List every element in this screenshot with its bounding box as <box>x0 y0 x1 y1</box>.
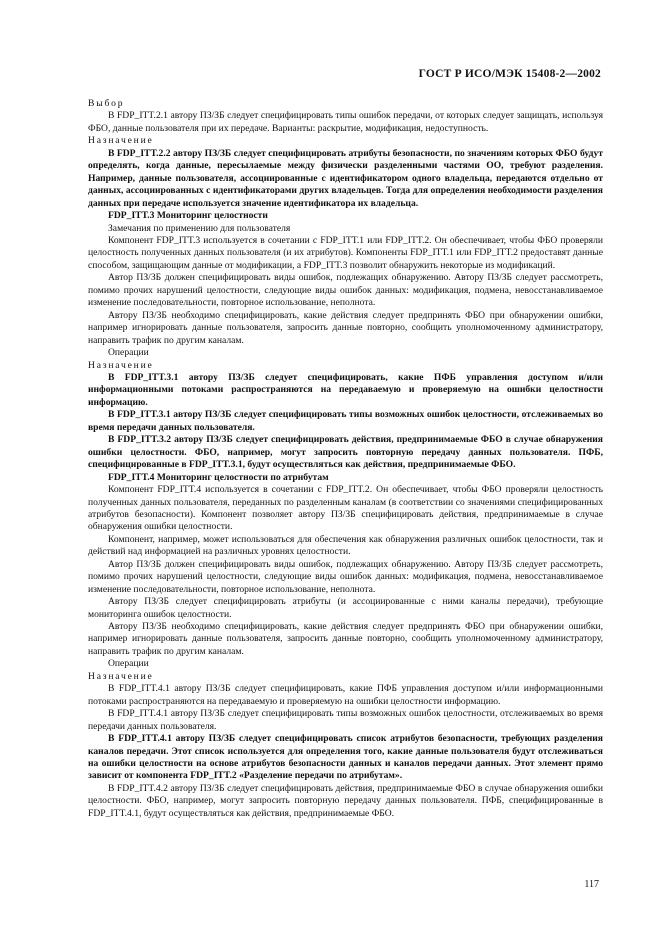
page-header: ГОСТ Р ИСО/МЭК 15408-2—2002 <box>418 68 601 80</box>
page-number: 117 <box>584 879 599 890</box>
paragraph: Назначение <box>88 359 154 371</box>
paragraph: Выбор <box>88 98 125 109</box>
paragraph: В FDP_ITT.3.2 автору ПЗ/ЗБ следует специфицировать действия, предпринимаемые ФБО в случае обнаружения ошибки целостности. ФБО, например, могут запросить повторную передачу данных пользователя. ПФБ, специфицированные в FDP_ITT.3.1, будут осуществляться как действия, предпринимаемые ФБО. <box>88 434 603 471</box>
paragraph: Назначение <box>88 135 154 147</box>
paragraph: Компонент FDP_ITT.3 используется в сочетании с FDP_ITT.1 или FDP_ITT.2. Он обеспечивает, чтобы ФБО проверяли целостность полученных данных пользователя (и их атрибутов). Компоненты FDP_ITT.1 или FDP_ITT.2 предоставят данные способом, защищающим данные от модификации, а FDP_ITT.3 позволит обнаружить некоторые из модификаций. <box>88 234 603 271</box>
paragraph: Назначение <box>88 670 154 682</box>
paragraph: В FDP_ITT.3.1 автору ПЗ/ЗБ следует специфицировать, какие ПФБ управления доступом и/или информационными потоками распространяются на передаваемую и проверяемую на ошибки целостности информацию. <box>88 371 603 408</box>
paragraph: FDP_ITT.4 Мониторинг целостности по атрибутам <box>108 471 329 483</box>
paragraph: В FDP_ITT.2.1 автору ПЗ/ЗБ следует специфицировать типы ошибок передачи, от которых следует защищать, используя ФБО, данные пользователя при их передаче. Варианты: раскрытие, модификация, недоступность. <box>88 110 603 134</box>
paragraph: Компонент FDP_ITT.4 используется в сочетании с FDP_ITT.2. Он обеспечивает, чтобы ФБО проверяли целостность полученных данных пользователя, переданных по разделенным каналам (в соответствии со значениями специфицированных атрибутов безопасности). Компонент позволяет автору ПЗ/ЗБ специфицировать действия, предпринимаемые в случае обнаружения ошибки целостности. <box>88 484 603 533</box>
paragraph: Замечания по применению для пользователя <box>108 222 291 234</box>
paragraph: FDP_ITT.3 Мониторинг целостности <box>108 210 268 222</box>
paragraph: Автор ПЗ/ЗБ должен специфицировать виды ошибок, подлежащих обнаружению. Автору ПЗ/ЗБ следует рассмотреть, помимо прочих нарушений целостности, следующие виды ошибок данных: модификация, подмена, невосстанавливаемое изменение последовательности, повторное использование, неполнота. <box>88 558 603 595</box>
paragraph: В FDP_ITT.4.1 автору ПЗ/ЗБ следует специфицировать, какие ПФБ управления доступом и/или информационными потоками распространяются на передаваемую и проверяемую на ошибки целостности информацию. <box>88 683 603 707</box>
paragraph: Автору ПЗ/ЗБ необходимо специфицировать, какие действия следует предпринять ФБО при обнаружении ошибки, например игнорировать данные пользователя, запросить данные повторно, сообщить уполномоченному администратору, направить трафик по другим каналам. <box>88 309 603 346</box>
paragraph: В FDP_ITT.3.1 автору ПЗ/ЗБ следует специфицировать типы возможных ошибок целостности, отслеживаемых во время передачи данных пользователя. <box>88 409 603 433</box>
document-body <box>88 98 603 820</box>
paragraph: В FDP_ITT.4.1 автору ПЗ/ЗБ следует специфицировать список атрибутов безопасности, требующих разделения каналов передачи. Этот список используется для определения того, какие данные пользователя будут отслеживаться на ошибки целостности на основе атрибутов безопасности данных и каналов передачи данных. Этот элемент прямо зависит от компонента FDP_ITT.2 «Разделение передачи по атрибутам». <box>88 733 603 782</box>
paragraph: В FDP_ITT.2.2 автору ПЗ/ЗБ следует специфицировать атрибуты безопасности, по значениям которых ФБО будут определять, когда данные, пересылаемые между физически разделенными частями ОО, требуют разделения. Например, данные пользователя, ассоциированные с идентификатором одного владельца, передаются отдельно от данных, ассоциированных с идентификаторами других владельцев. Тогда для определения необходимости разделения данных при передаче используется значение идентификатора их владельца. <box>88 147 603 209</box>
paragraph: В FDP_ITT.4.2 автору ПЗ/ЗБ следует специфицировать действия, предпринимаемые ФБО в случае обнаружения ошибки целостности. ФБО, например, могут запросить повторную передачу данных пользователя. ПФБ, специфицированные в FDP_ITT.4.1, будут осуществляться как действия, предпринимаемые ФБО. <box>88 782 603 819</box>
paragraph: Операции <box>108 658 149 670</box>
paragraph: Компонент, например, может использоваться для обеспечения как обнаружения различных ошибок целостности, так и действий над информацией на различных уровнях целостности. <box>88 533 603 558</box>
paragraph: Автору ПЗ/ЗБ следует специфицировать атрибуты (и ассоциированные с ними каналы передачи), требующие мониторинга ошибок целостности. <box>88 596 603 620</box>
paragraph: Операции <box>108 347 149 359</box>
paragraph: Автор ПЗ/ЗБ должен специфицировать виды ошибок, подлежащих обнаружению. Автору ПЗ/ЗБ следует рассмотреть, помимо прочих нарушений целостности, следующие виды ошибок данных: модификация, подмена, невосстанавливаемое изменение последовательности, повторное использование, неполнота. <box>88 272 603 309</box>
paragraph: В FDP_ITT.4.1 автору ПЗ/ЗБ следует специфицировать типы возможных ошибок целостности, отслеживаемых во время передачи данных пользователя. <box>88 708 603 732</box>
paragraph: Автору ПЗ/ЗБ необходимо специфицировать, какие действия следует предпринять ФБО при обнаружении ошибки, например игнорировать данные пользователя, запросить данные повторно, сообщить уполномоченному администратору, направить трафик по другим каналам. <box>88 621 603 657</box>
